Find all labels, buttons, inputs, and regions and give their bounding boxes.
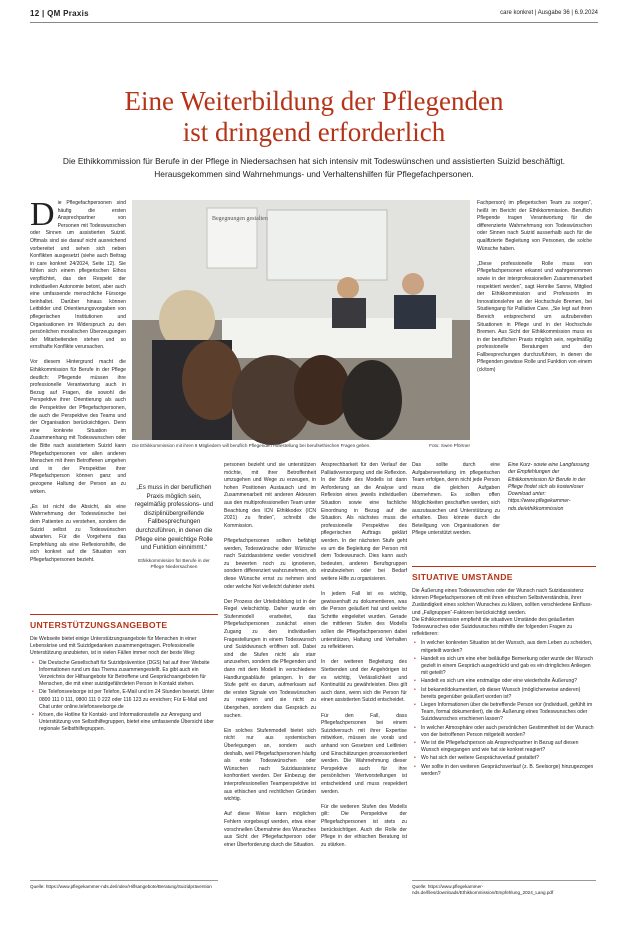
meeting-photo-illustration xyxy=(132,200,470,440)
circumstances-intro-2: Die Ethikkommission empfiehlt die situativen Umstände des geäußerten Todeswunsches oder Suizidwunsches mithilfe der folgenden Fragen zu reflektieren: xyxy=(412,616,575,638)
photo-caption xyxy=(132,443,470,449)
title-line-1: Eine Weiterbildung der Pflegenden xyxy=(124,86,504,116)
quote-source: Ethikkommission für Berufe in der Pflege Niedersachsen xyxy=(138,558,210,570)
support-item: • Die Deutsche Gesellschaft für Suizidprävention (DGS) hat auf ihrer Website Informationen rund um das Thema zusammengestellt. Es gibt auch ein Verzeichnis der Hilfsangebote für Betroffene und Gesprächsangeboten für Menschen, die mit einer suizidgefährdeten Person in Kontakt stehen. xyxy=(39,660,216,689)
support-item: • Krisen, die Hotline für Kontakt- und Informationsstelle zur Anregung und Unterstützung von Selbsthilfegruppen, bietet eine umfassende Übersicht über regionale Selbsthilfegruppen. xyxy=(39,712,216,734)
question-item: • Handelt es sich um eine eher beiläufige Bemerkung oder wurde der Wunsch gezielt in einem Gespräch ausgedrückt und gab es ein dringliches Anliegen mit geteilt? xyxy=(421,656,596,678)
body-column-5 xyxy=(412,462,500,537)
support-source: Quelle: https://www.pflegekammer-nds.de/index/Hilfsangebote/Beratung/Suizidprävention xyxy=(30,884,212,889)
box-left-bottom-rule xyxy=(30,880,218,881)
title-line-2: ist dringend erforderlich xyxy=(182,117,446,147)
section-label: 12 | QM Praxis xyxy=(30,9,89,18)
circumstances-intro: Die Äußerung eines Todeswunsches oder der Wunsch nach Suizidassistenz können Pflegefachpersonen oft mit ihren ethischen Selbstverständnis, ihrer Zuständigkeit eines solchen Wunsches zu klären, sollten verschiedene Einfluss- und „Fallgruppen“-Faktoren berücksichtigt werden. xyxy=(412,588,593,616)
support-list xyxy=(30,660,216,734)
body-column-right xyxy=(477,200,592,468)
support-intro: Die Webseite bietet einige Unterstützungsangebote für Menschen in einer Lebenskrise und mit Suizidgedanken zusammengetragen. Professionelle Unterstützung anzubieten, ist in vielen Fällen immer noch der beste Weg: xyxy=(30,636,197,657)
board-text: Begegnungen gestalten xyxy=(212,216,268,222)
question-item: • In welcher Atmosphäre oder auch persönlichen Gestimmtheit ist der Wunsch von der betroffenen Person mitgeteilt worden? xyxy=(421,725,596,739)
question-item: • Ist bekannt/dokumentiert, ob dieser Wunsch (möglicherweise anderen) bereits gegenüber geäußert worden ist? xyxy=(421,687,596,701)
article-photo xyxy=(132,200,470,440)
question-item: • In welcher konkreten Situation ist der Wunsch, aus dem Leben zu scheiden, mitgeteilt worden? xyxy=(421,640,596,654)
question-item: • Liegen Informationen über die betreffende Person vor (individuell, gefühlt im Team, formal dokumentiert), die die Äußerung eines Todeswunsches oder Suizidwunsches erschienen lassen? xyxy=(421,702,596,724)
body-column-4 xyxy=(321,462,407,882)
body-text-5: Das sollte durch eine Aufgabenverteilung im pflegerischen Team erfolgen, denn nicht jede Person muss die gleichen Aufgaben übernehmen. Es sollten offen Möglichkeiten geschaffen werden, sich auszutauschen und Unterstützung zu erhalten. Dies könnte durch die Beteiligung von Organisationen der Pflege unterstützt werden. xyxy=(412,462,500,537)
article-lead: Die Ethikkommission für Berufe in der Pflege in Niedersachsen hat sich intensiv mit Todeswünschen und assistierten Suizid beschäftigt. Herausgekommen sind Wahrnehmungs- und Verhaltenshilfen für Pflegefachpersonen. xyxy=(62,156,566,179)
body-text-3: personen bezieht und sie unterstützen möchte, mit ihrer Betroffenheit umzugehen und Wege zu erzeugen, in hohen Positionen Austausch und im Zusammenarbeit mit anderen Akteuren aus den multiprofessionellen Team unter Beachtung des ICN Ethikkodex (ICN 2021) zu finden“, schreibt die Kommission. Pflegefachpersonen sollten befähigt werden, Todeswünsche oder Wünsche nach Suizidassistenz weder vorschnell zu bewerten noch zu ignorieren, sondern differenziert wahrzunehmen, ob diese Wünsche ernst zu nehmen sind oder welche Not vielleicht dahinter steht. Der Prozess der Urteilsbildung ist in der Regel vielschichtig. Daher wurde ein Stufenmodell erarbeitet, das Pflegefachpersonen zunächst einen Zugang zu den individuellen Fragestellungen in einem Todeswunsch und Suizidwunsch eröffnen soll. Dabei sind die Stufen nicht als starr anzusehen, sondern die Pflegenden und dann mit dem Modell in verschiedene Handlungsabläufe gelangen. In der Stufe geht es darum, aufmerksam auf die ersten Signale von Todeswünschen zu reagieren und sie nicht zu übergehen, sondern das Gespräch zu suchen. Ein solches Stufenmodell bietet sich nicht nur aus systemischen Überlegungen an, sondern auch deshalb, weil Pflegefachpersonen häufig als erste Todeswünschen oder Wünschen nach Suizidassistenz konfrontiert werden. Der Einbezug der interprofessionellen Teamperspektive ist aus ethischen und rechtlichen Gründen wichtig. Auf diese Weise kann möglichen Fehlern vorgebeugt werden, etwa einer vorschnellen Übernahme des Wunsches aus Sicht der Pflegefachperson oder einer Überforderung durch die Situation. xyxy=(224,462,316,848)
support-box xyxy=(30,636,216,735)
question-item: • Wo hat sich der weitere Gesprächsverlauf gestaltet? xyxy=(421,755,596,762)
box-right-rule xyxy=(412,566,596,567)
issue-label: care konkret | Ausgabe 36 | 6.9.2024 xyxy=(500,10,598,16)
drop-cap: D xyxy=(30,196,55,233)
question-item: • Wie ist die Pflegefachperson als Ansprechpartner in Bezug auf diesen Wunsch eingegangen und wie hat sie konkret reagiert? xyxy=(421,740,596,754)
body-column-1 xyxy=(30,196,126,612)
body-column-3 xyxy=(224,462,316,882)
box-left-title: UNTERSTÜTZUNGSANGEBOTE xyxy=(30,620,168,630)
box-left-rule xyxy=(30,614,218,615)
body-text-right: Fachperson) im pflegerischen Team zu sorgen“, heißt im Bericht der Ethikkommission. Beruflich Pflegende tragen Verantwortung für die differenzierte Wahrnehmung von Todeswünschen oder Sinnen nach Suizid ausserhalb auch für die qualifizierte Begleitung von Personen, die solche Wünsche haben. „Diese professionelle Rolle muss von Pflegefachpersonen erkannt und wahrgenommen sowie in der interprofessionellen Zusammenarbeit respektiert werden“, sagt Henrike Sanne, Mitglied der Ethikkommission und Professorin im Innovationslehre an der Hochschule Bremen, bei Studiengang für Palliative Care. „Sie legt auf ihren Bereich entsprechend um aufzubereiten Situationen in Pflege und in der Hochschule Bremen. Aus Sicht der Ethikkommission muss es in der beruflichen Praxis möglich sein, regelmäßig professionelle Beratungen und den Fallbesprechungen durchzuführen, in denen die Pflegenden gewisse Rolle und Funktion von einem (ck/tom) xyxy=(477,200,592,374)
body-text-4: Ansprechbarkeit für den Verlauf der Palliativversorgung und die Reflexion. In der Stufe des Modells ist dann Anforderung an die Analyse und Reflexion eines jeweils individuellen Situation sowie eine fachliche Einordnung in Bezug auf die Situation. Als nächstes muss die professionelle Perspektive des pflegerischen Auftrags geklärt werden. In der nächsten Stufe geht es um die Begleitung der Person mit dem Todeswunsch. Dies kann auch bedeuten, anderen Berufsgruppen einzubeziehen oder bei Bedarf weitere Hilfe zu organisieren. In jedem Fall ist es wichtig, gewissenhaft zu dokumentieren, was die Person geäußert hat und welche Schritte eingeleitet wurden. Gerade die mittleren Stufen des Modells sollen die Pflegefachpersonen dabei unterstützen, Haltung und Verhalten zu reflektieren. In der weiteren Begleitung des Sterbenden und der Angehörigen ist es wichtig, Verlässlichkeit und Kontinuität zu gewährleisten. Dies gilt auch dann, wenn sich die Person für einen assistierten Suizid entscheidet. Für den Fall, dass Pflegefachpersonen bei einem Suizidversuch mit ihrer Expertise mitwirken, müssen sie vorab und anhand von Gesetzen und Leitlinien und Einschätzungen prozessorientiert werden. Die Wahrnehmung dieser Perspektive auch für ihre persönlichen Wertvorstellungen ist entscheidend und muss respektiert werden. Für die weiteren Stufen des Modells gilt: Die Perspektive der Pflegefachpersonen ist stets zu berücksichtigen. Auch die Rolle der Pflege in der ethischen Beratung ist zu stärken. xyxy=(321,462,407,848)
question-item: • Wer sollte in den weiteren Gesprächsverlauf (z. B. Seelsorge) hinzugezogen werden? xyxy=(421,764,596,778)
circumstances-box xyxy=(412,588,596,779)
photo-credit: Foto: Swen Pförtner xyxy=(429,443,470,448)
download-note xyxy=(508,462,596,513)
article-title xyxy=(30,86,598,148)
page-header xyxy=(30,8,598,23)
box-right-bottom-rule xyxy=(412,880,596,881)
pull-quote xyxy=(132,484,216,571)
support-item: • Die Telefonseelsorge ist per Telefon, E-Mail und im 24 Stunden besetzt. Unter 0800 111 0 111, 0800 111 0 222 oder 116 123 zu erreichen; Für E-Mail und Chat unter online.telefonseelsorge.de xyxy=(39,689,216,711)
question-item: • Handelt es sich um eine erstmalige oder eine wiederholte Äußerung? xyxy=(421,678,596,685)
body-text-1: ie Pflegefachpersonen sind häufig die ersten Ansprechpartner von Personen mit Todeswunschen oder Sinnen um assistierten Suizid. Oftmals sind sie darauf nicht ausreichend vorbereitet und sehen sich neben Konflikten ausgesetzt (siehe auch Beitrag in care konkret 24/2024, Seite 12). Sie fühlen sich einem pflegerischen Ethos verpflichtet, das den Respekt der individuellen Autonomie betont, aber auch eine umfassende menschliche Fürsorge beinhaltet. Darüber hinaus können Leitbilder und Orientierungsvorgaben von pflegerischen Institutionen und Organisationen im Widerspruch zu den persönlichen moralischen Überzeugungen der Mitarbeitenden stehen und so ernsthafte Konflikte verursachen. Vor diesem Hintergrund macht die Ethikkommission für Berufe in der Pflege deutlich: Pflegende müssen ihre professionelle Verantwortung auch in Bezug auf Fragen, die sowohl die Perspektive ihrer Orientierung als auch die Perspektive der Pflegefachpersonen, die auch die Perspektive des Teams und der Organisation berücksichtigen. Denn eine konkrete Situation im Zusammenhang mit Todeswunschen oder die Bitte nach assistiertem Suizid kann Pflegefachpersonen vor allen anderen Menschen mit ihren Betroffenen umgehen und in der Perspektive ihrer Pflegefachperson können ganz und gezogene Haltung der Person an zu wirken. „Es ist nicht die Absicht, als eine Wahrnehmung der Todeswünsche bei dem Patienten zu verstehen, sondern die Suizid selbst zu Todeswünschen abwarten. Für die Vorgehens das Empfehlung als eine Reflexionshilfe, die sich konkret auf die Situation von Pflegefachpersonen bezieht. xyxy=(30,200,126,563)
box-right-title: SITUATIVE UMSTÄNDE xyxy=(412,572,513,582)
caption-text: Die Ethikkommission mit ihren 9 Mitgliedern will beruflich Pflegenden Hilfestellung bei berufsethischen Fragen geben. xyxy=(132,443,371,448)
circumstances-source: Quelle: https://www.pflegekammer-nds.de/files/downloads/Ethikkommission/Empfehlung_2024_Lang.pdf xyxy=(412,884,554,895)
quote-text: „Es muss in der beruflichen Praxis möglich sein, regelmäßig professions- und disziplinübergreifende Fallbesprechungen durchzuführen, in denen die Pflege eine gewichtige Rolle und Funktion einnimmt.“ xyxy=(134,484,214,552)
download-text: Eine Kurz- sowie eine Langfassung der Empfehlungen der Ethikkommission für Berufe in der Pflege findet sich als kostenloser Download unter: https://www.pflegekammer-nds.de/ethikkommission xyxy=(508,462,590,512)
circumstances-list xyxy=(412,640,596,778)
